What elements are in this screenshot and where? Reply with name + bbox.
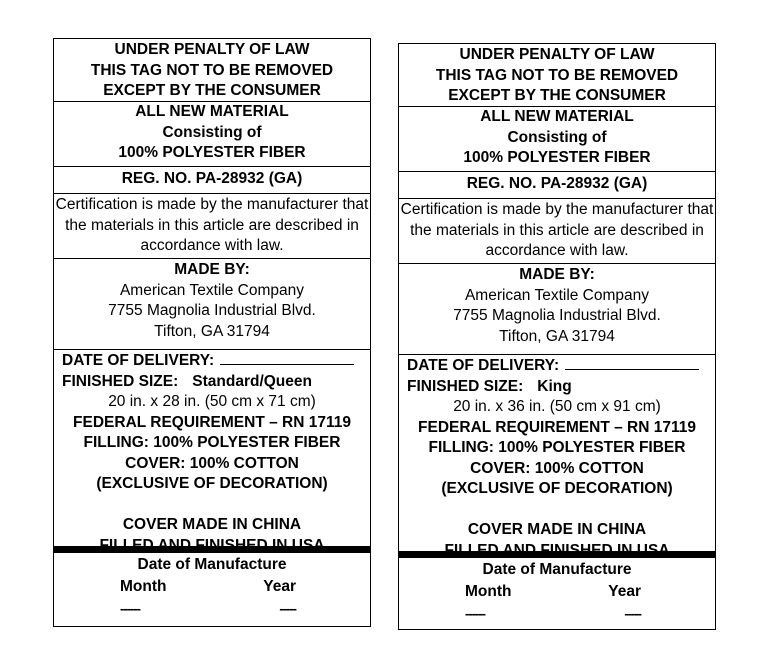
company-city: Tifton, GA 31794 xyxy=(499,327,615,345)
cover-material: COVER: 100% COTTON xyxy=(125,454,299,472)
month-year-labels xyxy=(54,576,370,597)
registration-section xyxy=(399,172,715,199)
certification-line: the materials in this article are described in xyxy=(65,216,359,234)
exclusive-of-decoration: (EXCLUSIVE OF DECORATION) xyxy=(96,475,328,492)
certification-section xyxy=(54,194,370,259)
warning-line: EXCEPT BY THE CONSUMER xyxy=(103,82,321,99)
material-line: 100% POLYESTER FIBER xyxy=(118,144,306,161)
month-year-values xyxy=(54,600,370,618)
delivery-row xyxy=(54,351,370,372)
company-address: 7755 Magnolia Industrial Blvd. xyxy=(453,307,661,324)
certification-line: the materials in this article are described in xyxy=(410,221,704,239)
filled-origin: FILLED AND FINISHED IN USA xyxy=(444,541,670,559)
manufacturer-section xyxy=(54,259,370,350)
federal-requirement: FEDERAL REQUIREMENT – RN 17119 xyxy=(73,413,351,431)
manufacture-date-section xyxy=(54,553,370,618)
dimensions: 20 in. x 28 in. (50 cm x 71 cm) xyxy=(108,393,316,410)
month-value: ------ xyxy=(120,600,140,616)
delivery-row xyxy=(399,356,715,377)
cover-origin: COVER MADE IN CHINA xyxy=(122,516,302,533)
registration-number: REG. NO. PA-28932 (GA) xyxy=(121,170,303,187)
material-line: Consisting of xyxy=(162,123,262,141)
warning-line: UNDER PENALTY OF LAW xyxy=(459,46,655,63)
month-label: Month xyxy=(120,577,167,595)
made-by-label: MADE BY: xyxy=(174,261,250,278)
spacer xyxy=(399,500,715,521)
made-by-label: MADE BY: xyxy=(519,266,595,283)
dimensions: 20 in. x 36 in. (50 cm x 91 cm) xyxy=(453,398,661,415)
year-value: ----- xyxy=(279,600,296,616)
certification-line: accordance with law. xyxy=(485,242,629,259)
finished-size-value: King xyxy=(537,377,572,395)
details-section xyxy=(399,355,715,558)
cover-origin: COVER MADE IN CHINA xyxy=(467,521,647,538)
manufacture-date-section xyxy=(399,558,715,623)
year-value: ----- xyxy=(624,605,641,621)
warning-line: THIS TAG NOT TO BE REMOVED xyxy=(90,61,334,79)
registration-number: REG. NO. PA-28932 (GA) xyxy=(466,175,648,192)
warning-section xyxy=(54,39,370,102)
company-name: American Textile Company xyxy=(119,281,305,299)
finished-size-row xyxy=(399,377,715,398)
date-of-manufacture-label: Date of Manufacture xyxy=(137,556,287,573)
finished-size-row xyxy=(54,372,370,393)
warning-line: UNDER PENALTY OF LAW xyxy=(114,41,310,58)
material-line: ALL NEW MATERIAL xyxy=(480,108,634,125)
year-label: Year xyxy=(608,582,641,600)
company-address: 7755 Magnolia Industrial Blvd. xyxy=(108,302,316,319)
filled-origin: FILLED AND FINISHED IN USA xyxy=(99,536,325,554)
law-tag-standard-queen xyxy=(53,38,371,627)
month-year-labels xyxy=(399,581,715,602)
certification-line: Certification is made by the manufacturer that xyxy=(55,196,369,213)
finished-size-label: FINISHED SIZE: xyxy=(62,372,179,390)
material-section xyxy=(399,107,715,172)
material-line: Consisting of xyxy=(507,128,607,146)
month-year-values xyxy=(399,605,715,623)
warning-line: EXCEPT BY THE CONSUMER xyxy=(448,87,666,104)
certification-section xyxy=(399,199,715,264)
certification-line: Certification is made by the manufacturer that xyxy=(400,201,714,218)
filling: FILLING: 100% POLYESTER FIBER xyxy=(83,434,341,451)
federal-requirement: FEDERAL REQUIREMENT – RN 17119 xyxy=(418,418,696,436)
date-of-delivery-label: DATE OF DELIVERY: xyxy=(62,352,215,369)
warning-section xyxy=(399,44,715,107)
details-section xyxy=(54,350,370,553)
date-of-delivery-label: DATE OF DELIVERY: xyxy=(407,357,560,374)
manufacturer-section xyxy=(399,264,715,355)
law-tag-king xyxy=(398,43,716,630)
year-label: Year xyxy=(263,577,296,595)
certification-line: accordance with law. xyxy=(140,237,284,254)
registration-section xyxy=(54,167,370,194)
finished-size-label: FINISHED SIZE: xyxy=(407,377,524,395)
material-line: ALL NEW MATERIAL xyxy=(135,103,289,120)
month-value: ------ xyxy=(465,605,485,621)
company-name: American Textile Company xyxy=(464,286,650,304)
warning-line: THIS TAG NOT TO BE REMOVED xyxy=(435,66,679,84)
company-city: Tifton, GA 31794 xyxy=(154,322,270,340)
cover-material: COVER: 100% COTTON xyxy=(470,459,644,477)
date-of-manufacture-label: Date of Manufacture xyxy=(482,561,632,578)
finished-size-value: Standard/Queen xyxy=(192,372,312,390)
month-label: Month xyxy=(465,582,512,600)
exclusive-of-decoration: (EXCLUSIVE OF DECORATION) xyxy=(441,480,673,497)
spacer xyxy=(54,495,370,516)
filling: FILLING: 100% POLYESTER FIBER xyxy=(428,439,686,456)
material-line: 100% POLYESTER FIBER xyxy=(463,149,651,166)
delivery-blank-line xyxy=(220,351,354,365)
material-section xyxy=(54,102,370,167)
delivery-blank-line xyxy=(565,356,699,370)
